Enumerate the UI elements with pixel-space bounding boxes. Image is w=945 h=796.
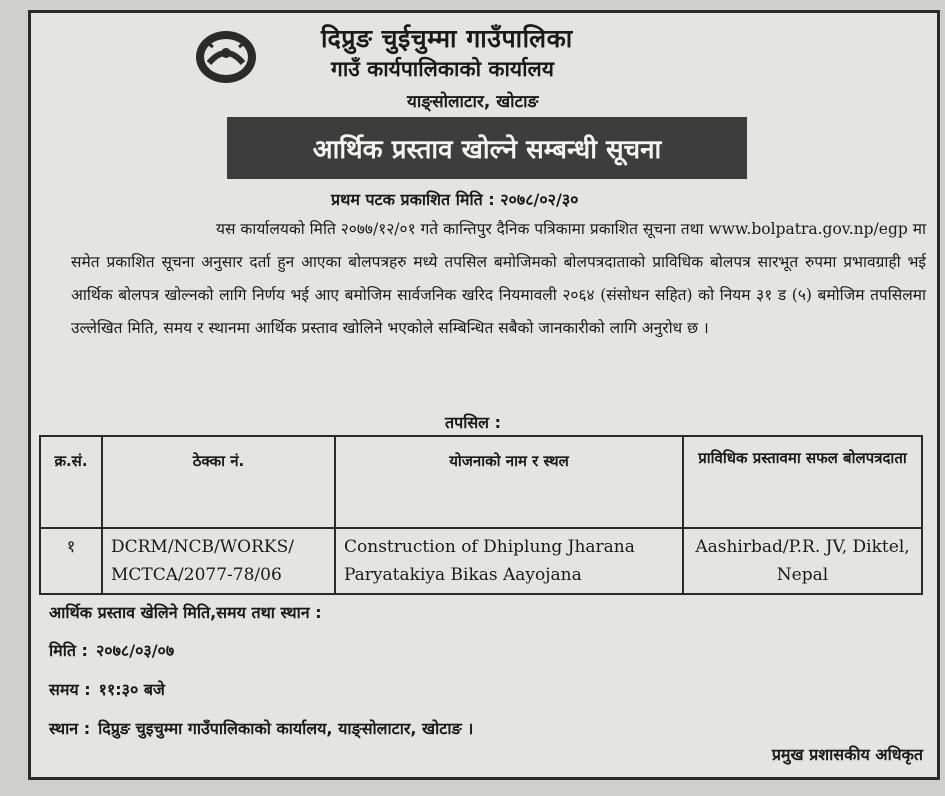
date-label: मिति : [49,641,88,660]
table-row [40,528,922,594]
opening-place-line [49,717,473,739]
cell-project: Construction of Dhiplung Jharana Paryatakiya Bikas Aayojana [335,528,683,594]
cell-serial: १ [40,528,102,594]
municipality-name: दिप्रुङ चुईचुम्मा गाउँपालिका [321,24,573,53]
first-published-date: प्रथम पटक प्रकाशित मिति : २०७८/०२/३० [331,190,579,209]
opening-heading: आर्थिक प्रस्ताव खेलिने मिति,समय तथा स्थान : [49,603,322,622]
header-project: योजनाको नाम र स्थल [335,436,683,528]
annex-label: तपसिल : [445,413,501,432]
table-header-row [40,436,922,528]
opening-date-line [49,639,174,661]
bidder-table [39,435,923,595]
cell-contract-no: DCRM/NCB/WORKS/ MCTCA/2077-78/06 [102,528,335,594]
place-value: दिप्रुङ चुइचुम्मा गाउँपालिकाको कार्यालय, याङ्सोलाटार, खोटाङ । [98,719,474,738]
header-contract-no: ठेक्का नं. [102,436,335,528]
office-name: गाउँ कार्यपालिकाको कार्यालय [331,57,554,81]
header-serial: क्र.सं. [40,436,102,528]
time-label: समय : [49,680,91,699]
opening-time-line [49,678,165,700]
signatory: प्रमुख प्रशासकीय अधिकृत [771,745,923,764]
cell-bidder: Aashirbad/P.R. JV, Diktel, Nepal [683,528,922,594]
time-value: ११:३० बजे [98,680,165,699]
office-address: याङ्सोलाटार, खोटाङ [407,92,539,112]
place-label: स्थान : [49,719,91,738]
notice-title: आर्थिक प्रस्ताव खोल्ने सम्बन्धी सूचना [227,117,747,179]
notice-body [71,213,926,345]
date-value: २०७८/०३/०७ [95,641,175,660]
notice-paper [28,10,940,780]
header-bidder: प्राविधिक प्रस्तावमा सफल बोलपत्रदाता [683,436,922,528]
notice-paragraph: यस कार्यालयको मिति २०७७/१२/०१ गते कान्तिपुर दैनिक पत्रिकामा प्रकाशित सूचना तथा www.bolpatra.gov.np/egp मा समेत प्रकाशित सूचना अनुसार दर्ता हुन आएका बोलपत्रहरु मध्ये तपसिल बमोजिमको बोलपत्रदाताको प्राविधिक बोलपत्र सारभूत रुपमा प्रभावग्राही भई आर्थिक बोलपत्र खोल्नको लागि निर्णय भई आए बमोजिम सार्वजनिक खरिद नियमावली २०६४ (संसोधन सहित) को नियम ३१ ड (५) बमोजिम तपसिलमा उल्लेखित मिति, समय र स्थानमा आर्थिक प्रस्ताव खोलिने भएकोले सम्बिन्धित सबैको जानकारीको लागि अनुरोध छ । [71,220,926,337]
municipality-seal-icon [191,27,261,87]
